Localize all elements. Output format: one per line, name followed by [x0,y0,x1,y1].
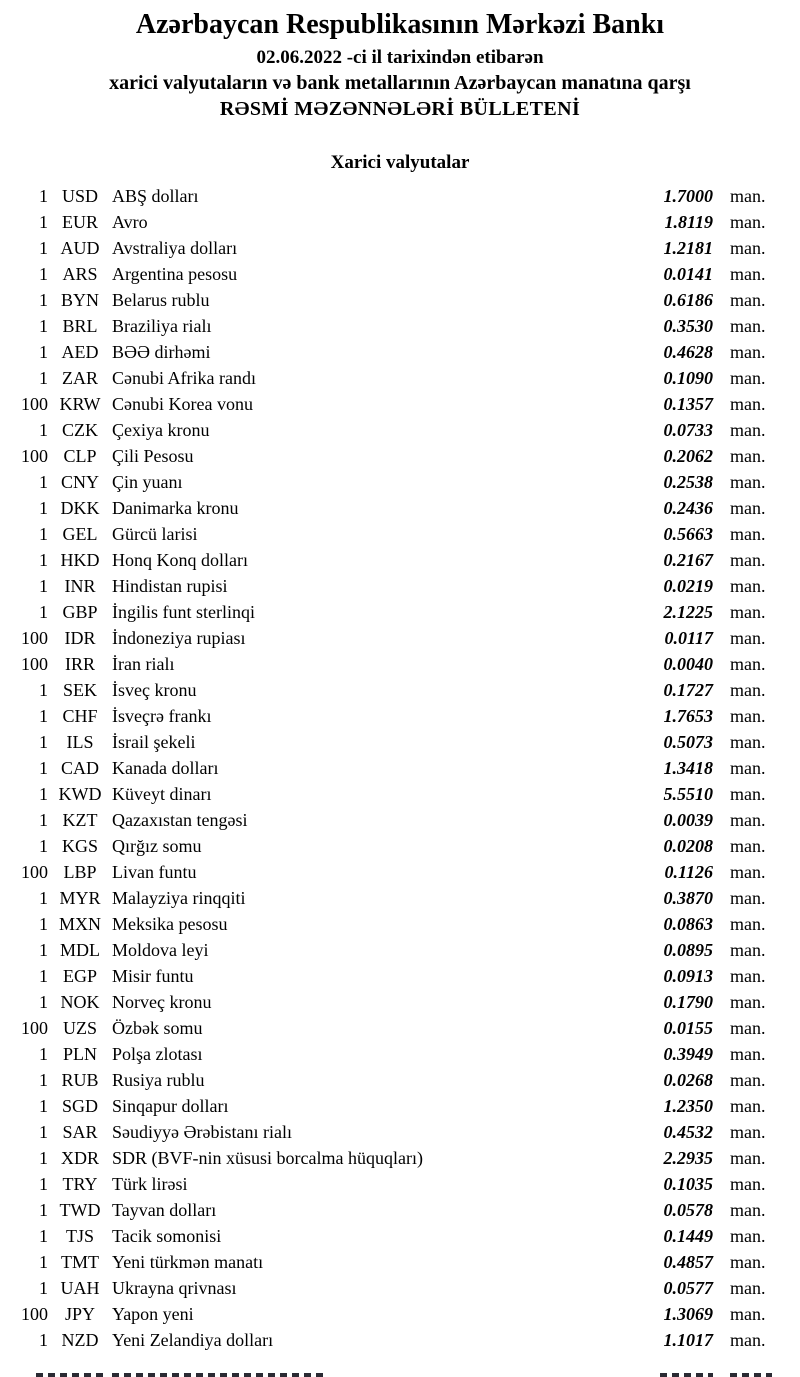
code-cell: ILS [66,732,94,753]
code-cell: ZAR [62,368,98,389]
unit-cell: man. [730,1330,766,1351]
currency-name-cell: Qırğız somu [112,836,202,857]
quantity-cell: 1 [39,706,48,727]
quantity-cell: 1 [39,784,48,805]
unit-cell: man. [730,914,766,935]
currency-name-cell: Cənubi Korea vonu [112,394,253,415]
unit-cell: man. [730,1174,766,1195]
code-cell: UAH [60,1278,100,1299]
currency-name-cell: SDR (BVF-nin xüsusi borcalma hüquqları) [112,1148,423,1169]
unit-cell: man. [730,264,766,285]
rate-cell: 0.2436 [663,498,713,519]
code-cell: LBP [63,862,97,883]
table-row [0,1275,800,1301]
currency-name-cell: Cənubi Afrika randı [112,368,256,389]
quantity-cell: 1 [39,524,48,545]
quantity-cell: 1 [39,1278,48,1299]
quantity-cell: 1 [39,264,48,285]
table-row [0,261,800,287]
code-cell: TJS [65,1226,94,1247]
code-cell: NZD [61,1330,99,1351]
quantity-cell: 1 [39,732,48,753]
clipped-next-row [0,1371,800,1377]
effective-date-line: 02.06.2022 -ci il tarixindən etibarən [256,47,544,69]
rate-cell: 0.0577 [663,1278,713,1299]
table-row [0,1015,800,1041]
unit-cell: man. [730,1122,766,1143]
unit-cell: man. [730,1044,766,1065]
table-row [0,911,800,937]
quantity-cell: 100 [21,862,48,883]
rate-cell: 0.0040 [663,654,713,675]
unit-cell: man. [730,966,766,987]
unit-cell: man. [730,862,766,883]
currency-name-cell: Rusiya rublu [112,1070,205,1091]
rate-cell: 0.0895 [663,940,713,961]
table-row [0,885,800,911]
currency-name-cell: Argentina pesosu [112,264,238,285]
bulletin-header [0,0,800,121]
table-row [0,1223,800,1249]
unit-cell: man. [730,394,766,415]
rate-cell: 0.4628 [663,342,713,363]
currency-name-cell: İngilis funt sterlinqi [112,602,255,623]
subtitle-scope: xarici valyutaların və bank metallarının Azərbaycan manatına qarşı [109,72,691,95]
code-cell: EGP [62,966,97,987]
rate-cell: 0.0733 [663,420,713,441]
unit-cell: man. [730,212,766,233]
table-row [0,599,800,625]
currency-name-cell: İndoneziya rupiası [112,628,246,649]
currency-name-cell: Polşa zlotası [112,1044,203,1065]
quantity-cell: 1 [39,1174,48,1195]
quantity-cell: 1 [39,1096,48,1117]
table-row [0,1041,800,1067]
table-row [0,833,800,859]
table-row [0,209,800,235]
quantity-cell: 1 [39,342,48,363]
table-row [0,1249,800,1275]
unit-cell: man. [730,290,766,311]
currency-name-cell: Norveç kronu [112,992,212,1013]
unit-cell: man. [730,1018,766,1039]
rate-cell: 1.7000 [663,186,713,207]
code-cell: NOK [60,992,100,1013]
rate-cell: 0.3870 [663,888,713,909]
quantity-cell: 1 [39,1252,48,1273]
code-cell: SAR [62,1122,98,1143]
table-row [0,937,800,963]
rate-cell: 1.2181 [663,238,713,259]
quantity-cell: 1 [39,472,48,493]
unit-cell: man. [730,186,766,207]
rate-cell: 0.4532 [663,1122,713,1143]
rate-cell: 0.0117 [664,628,713,649]
table-row [0,1197,800,1223]
unit-cell: man. [730,472,766,493]
unit-cell: man. [730,1304,766,1325]
unit-cell: man. [730,446,766,467]
table-row [0,443,800,469]
rate-cell: 2.2935 [663,1148,713,1169]
unit-cell: man. [730,992,766,1013]
rate-cell: 0.0155 [663,1018,713,1039]
table-row [0,625,800,651]
rate-cell: 5.5510 [663,784,713,805]
table-row [0,391,800,417]
code-cell: HKD [60,550,100,571]
rate-cell: 0.4857 [663,1252,713,1273]
rate-cell: 0.1727 [663,680,713,701]
rate-cell: 0.1126 [664,862,713,883]
currency-name-cell: ABŞ dolları [112,186,199,207]
table-row [0,1327,800,1353]
rate-cell: 0.0578 [663,1200,713,1221]
currency-name-cell: Belarus rublu [112,290,210,311]
code-cell: EUR [62,212,98,233]
currency-name-cell: Moldova leyi [112,940,209,961]
unit-cell: man. [730,888,766,909]
currency-name-cell: Sinqapur dolları [112,1096,229,1117]
unit-cell: man. [730,342,766,363]
table-row [0,287,800,313]
currency-name-cell: Küveyt dinarı [112,784,212,805]
code-cell: ARS [62,264,98,285]
rate-cell: 0.0863 [663,914,713,935]
code-cell: SEK [62,680,97,701]
unit-cell: man. [730,602,766,623]
unit-cell: man. [730,732,766,753]
unit-cell: man. [730,1096,766,1117]
currency-name-cell: İsveçrə frankı [112,706,212,727]
currency-name-cell: Yapon yeni [112,1304,194,1325]
currency-name-cell: Çili Pesosu [112,446,194,467]
code-cell: GBP [62,602,98,623]
table-row [0,781,800,807]
quantity-cell: 1 [39,1070,48,1091]
unit-cell: man. [730,498,766,519]
unit-cell: man. [730,576,766,597]
rate-cell: 0.0141 [663,264,713,285]
quantity-cell: 1 [39,992,48,1013]
table-row [0,547,800,573]
quantity-cell: 1 [39,186,48,207]
unit-cell: man. [730,1200,766,1221]
code-cell: MYR [59,888,101,909]
quantity-cell: 1 [39,1330,48,1351]
currency-name-cell: Türk lirəsi [112,1174,188,1195]
currency-name-cell: Səudiyyə Ərəbistanı rialı [112,1122,292,1143]
rate-cell: 1.7653 [663,706,713,727]
table-row [0,1067,800,1093]
code-cell: AED [61,342,99,363]
currency-name-cell: Hindistan rupisi [112,576,228,597]
currency-name-cell: Honq Konq dolları [112,550,248,571]
currency-name-cell: Tayvan dolları [112,1200,217,1221]
table-row [0,495,800,521]
table-row [0,807,800,833]
quantity-cell: 1 [39,1122,48,1143]
unit-cell: man. [730,368,766,389]
unit-cell: man. [730,1226,766,1247]
quantity-cell: 100 [21,394,48,415]
rate-cell: 0.0268 [663,1070,713,1091]
quantity-cell: 1 [39,810,48,831]
table-row [0,313,800,339]
unit-cell: man. [730,706,766,727]
code-cell: IDR [64,628,96,649]
quantity-cell: 100 [21,1304,48,1325]
table-row [0,989,800,1015]
quantity-cell: 1 [39,680,48,701]
currency-name-cell: Malayziya rinqqiti [112,888,246,909]
table-row [0,1093,800,1119]
rate-cell: 0.1035 [663,1174,713,1195]
code-cell: BYN [60,290,99,311]
code-cell: SGD [61,1096,98,1117]
clipped-glyphs-qty-code [36,1373,108,1377]
unit-cell: man. [730,524,766,545]
rate-cell: 0.5073 [663,732,713,753]
code-cell: TMT [61,1252,99,1273]
code-cell: JPY [64,1304,95,1325]
rate-cell: 0.1790 [663,992,713,1013]
quantity-cell: 1 [39,1148,48,1169]
currency-name-cell: İran rialı [112,654,175,675]
code-cell: CLP [63,446,97,467]
rate-cell: 0.6186 [663,290,713,311]
rate-cell: 0.3949 [663,1044,713,1065]
quantity-cell: 1 [39,498,48,519]
clipped-glyphs-name [112,1373,327,1377]
currency-name-cell: Yeni Zelandiya dolları [112,1330,274,1351]
table-row [0,365,800,391]
table-row [0,1301,800,1327]
code-cell: TRY [62,1174,98,1195]
table-row [0,703,800,729]
rate-cell: 1.3069 [663,1304,713,1325]
quantity-cell: 1 [39,758,48,779]
unit-cell: man. [730,238,766,259]
currency-name-cell: Yeni türkmən manatı [112,1252,264,1273]
quantity-cell: 1 [39,212,48,233]
quantity-cell: 100 [21,654,48,675]
table-row [0,859,800,885]
rate-cell: 0.0039 [663,810,713,831]
code-cell: MXN [58,914,101,935]
table-row [0,1119,800,1145]
quantity-cell: 1 [39,290,48,311]
rate-cell: 0.2538 [663,472,713,493]
unit-cell: man. [730,680,766,701]
currency-name-cell: Avstraliya dolları [112,238,238,259]
code-cell: KWD [58,784,102,805]
quantity-cell: 1 [39,1200,48,1221]
currency-name-cell: İsveç kronu [112,680,197,701]
quantity-cell: 1 [39,1044,48,1065]
table-row [0,183,800,209]
quantity-cell: 1 [39,940,48,961]
currency-name-cell: Ukrayna qrivnası [112,1278,237,1299]
quantity-cell: 1 [39,420,48,441]
clipped-glyphs-unit [730,1373,772,1377]
unit-cell: man. [730,316,766,337]
quantity-cell: 1 [39,238,48,259]
code-cell: GEL [62,524,98,545]
quantity-cell: 1 [39,316,48,337]
table-row [0,235,800,261]
currency-name-cell: Qazaxıstan tengəsi [112,810,248,831]
rate-cell: 0.0219 [663,576,713,597]
code-cell: INR [64,576,96,597]
code-cell: KGS [61,836,98,857]
currency-name-cell: Livan funtu [112,862,197,883]
currency-name-cell: Çexiya kronu [112,420,210,441]
table-row [0,573,800,599]
code-cell: BRL [62,316,98,337]
rate-cell: 0.1357 [663,394,713,415]
table-row [0,755,800,781]
rate-cell: 0.5663 [663,524,713,545]
currency-name-cell: Avro [112,212,148,233]
table-row [0,339,800,365]
quantity-cell: 1 [39,602,48,623]
table-row [0,521,800,547]
currency-name-cell: BƏƏ dirhəmi [112,342,211,363]
unit-cell: man. [730,810,766,831]
quantity-cell: 1 [39,368,48,389]
rate-cell: 1.3418 [663,758,713,779]
unit-cell: man. [730,784,766,805]
clipped-glyphs-rate [660,1373,713,1377]
code-cell: MDL [60,940,100,961]
quantity-cell: 1 [39,576,48,597]
rate-cell: 0.3530 [663,316,713,337]
unit-cell: man. [730,420,766,441]
rate-cell: 0.1090 [663,368,713,389]
currency-name-cell: Çin yuanı [112,472,183,493]
table-row [0,677,800,703]
unit-cell: man. [730,940,766,961]
code-cell: AUD [60,238,100,259]
code-cell: TWD [59,1200,101,1221]
currency-name-cell: Braziliya rialı [112,316,212,337]
currency-name-cell: Tacik somonisi [112,1226,222,1247]
quantity-cell: 100 [21,628,48,649]
unit-cell: man. [730,628,766,649]
quantity-cell: 1 [39,1226,48,1247]
code-cell: CAD [60,758,99,779]
rate-cell: 0.0208 [663,836,713,857]
code-cell: CNY [60,472,99,493]
rate-cell: 2.1225 [663,602,713,623]
unit-cell: man. [730,654,766,675]
quantity-cell: 100 [21,446,48,467]
rate-cell: 1.1017 [663,1330,713,1351]
rate-cell: 0.1449 [663,1226,713,1247]
table-row [0,963,800,989]
unit-cell: man. [730,1148,766,1169]
currency-name-cell: İsrail şekeli [112,732,196,753]
code-cell: RUB [61,1070,99,1091]
currency-name-cell: Özbək somu [112,1018,203,1039]
quantity-cell: 100 [21,1018,48,1039]
currency-name-cell: Meksika pesosu [112,914,228,935]
rate-cell: 0.2167 [663,550,713,571]
unit-cell: man. [730,550,766,571]
code-cell: DKK [60,498,100,519]
page-title: Azərbaycan Respublikasının Mərkəzi Bankı [135,9,665,40]
quantity-cell: 1 [39,550,48,571]
table-row [0,729,800,755]
unit-cell: man. [730,1070,766,1091]
code-cell: KRW [59,394,101,415]
quantity-cell: 1 [39,888,48,909]
code-cell: UZS [62,1018,97,1039]
code-cell: XDR [60,1148,99,1169]
quantity-cell: 1 [39,966,48,987]
code-cell: KZT [62,810,98,831]
unit-cell: man. [730,1278,766,1299]
code-cell: USD [61,186,98,207]
table-row [0,1171,800,1197]
subtitle-bulletin-name: RƏSMİ MƏZƏNNƏLƏRİ BÜLLETENİ [219,98,581,121]
currency-name-cell: Gürcü larisi [112,524,198,545]
rates-table [0,183,800,1353]
unit-cell: man. [730,836,766,857]
rate-cell: 1.8119 [664,212,713,233]
unit-cell: man. [730,758,766,779]
currency-name-cell: Danimarka kronu [112,498,239,519]
code-cell: PLN [62,1044,97,1065]
unit-cell: man. [730,1252,766,1273]
table-row [0,417,800,443]
section-title-foreign-currencies: Xarici valyutalar [330,152,470,174]
rate-cell: 0.2062 [663,446,713,467]
code-cell: CZK [62,420,98,441]
quantity-cell: 1 [39,836,48,857]
code-cell: IRR [64,654,95,675]
rate-cell: 1.2350 [663,1096,713,1117]
table-row [0,469,800,495]
currency-name-cell: Kanada dolları [112,758,219,779]
code-cell: CHF [62,706,98,727]
rate-cell: 0.0913 [663,966,713,987]
quantity-cell: 1 [39,914,48,935]
table-row [0,1145,800,1171]
currency-name-cell: Misir funtu [112,966,194,987]
table-row [0,651,800,677]
